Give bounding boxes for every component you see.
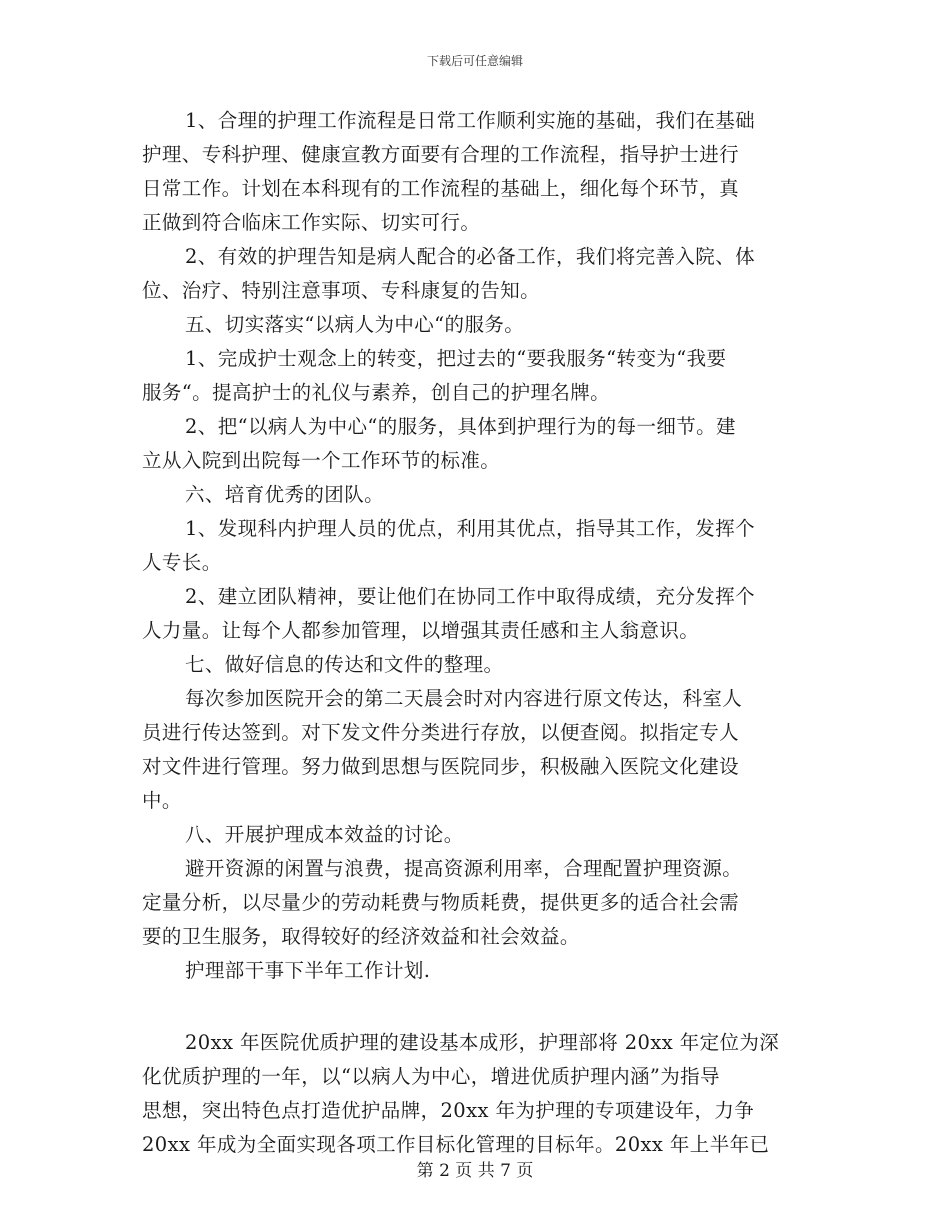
text-line: 化优质护理的一年，以“以病人为中心，增进优质护理内涵”为指导 [142,1065,720,1088]
text-line: 2、建立团队精神，要让他们在协同工作中取得成绩，充分发挥个 [185,585,756,608]
text-line: 服务“。提高护士的礼仪与素养，创自己的护理名牌。 [142,381,611,404]
document-body [142,104,810,1162]
text-line: 定量分析，以尽量少的劳动耗费与物质耗费，提供更多的适合社会需 [142,891,740,914]
text-line: 要的卫生服务，取得较好的经济效益和社会效益。 [142,925,580,948]
page-header-note: 下载后可任意编辑 [426,54,523,68]
section-heading: 七、做好信息的传达和文件的整理。 [185,653,504,676]
text-line: 护理、专科护理、健康宣教方面要有合理的工作流程，指导护士进行 [142,143,740,166]
document-title: 护理部干事下半年工作计划. [185,959,431,982]
blank-line [142,988,810,1026]
text-line: 1、合理的护理工作流程是日常工作顺利实施的基础，我们在基础 [185,109,756,132]
section-heading: 八、开展护理成本效益的讨论。 [185,823,464,846]
text-line: 对文件进行管理。努力做到思想与医院同步，积极融入医院文化建设 [142,755,740,778]
text-line: 1、完成护士观念上的转变，把过去的“要我服务“转变为“我要 [185,347,727,370]
text-line: 立从入院到出院每一个工作环节的标准。 [142,449,501,472]
text-line: 1、发现科内护理人员的优点，利用其优点，指导其工作，发挥个 [185,517,756,540]
text-line: 中。 [142,789,182,812]
text-line: 位、治疗、特别注意事项、专科康复的告知。 [142,279,541,302]
text-line: 避开资源的闲置与浪费，提高资源利用率，合理配置护理资源。 [185,857,743,880]
text-line: 思想，突出特色点打造优护品牌，20xx 年为护理的专项建设年，力争 [142,1099,755,1122]
text-line: 人力量。让每个人都参加管理，以增强其责任感和主人翁意识。 [142,619,700,642]
text-line: 2、有效的护理告知是病人配合的必备工作，我们将完善入院、体 [185,245,756,268]
text-line: 正做到符合临床工作实际、切实可行。 [142,211,481,234]
text-line: 20xx 年成为全面实现各项工作目标化管理的目标年。20xx 年上半年已 [142,1133,770,1156]
text-line: 员进行传达签到。对下发文件分类进行存放，以便查阅。拟指定专人 [142,721,740,744]
text-line: 人专长。 [142,551,222,574]
page-number: 第 2 页 共 7 页 [416,1161,534,1181]
text-line: 每次参加医院开会的第二天晨会时对内容进行原文传达，科室人 [185,687,743,710]
text-line: 20xx 年医院优质护理的建设基本成形，护理部将 20xx 年定位为深 [185,1031,780,1054]
section-heading: 六、培育优秀的团队。 [185,483,385,506]
section-heading: 五、切实落实“以病人为中心“的服务。 [185,313,525,336]
text-line: 日常工作。计划在本科现有的工作流程的基础上，细化每个环节，真 [142,177,740,200]
text-line: 2、把“以病人为中心“的服务，具体到护理行为的每一细节。建 [185,415,736,438]
